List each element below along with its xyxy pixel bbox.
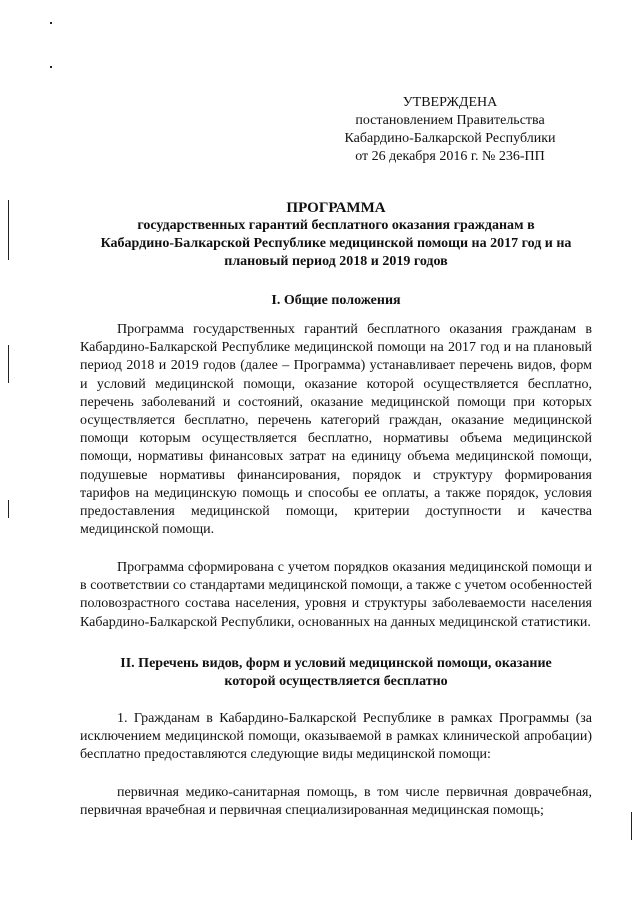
approval-block: [305, 94, 595, 166]
scan-mark: [50, 22, 52, 24]
program-subtitle-line1: государственных гарантий бесплатного оказания гражданам в: [137, 218, 535, 233]
program-subtitle-line3: плановый период 2018 и 2019 годов: [224, 254, 448, 269]
program-subtitle-line2: Кабардино-Балкарской Республике медицинской помощи на 2017 год и на: [100, 236, 572, 251]
approval-date: от 26 декабря 2016 г. № 236-ПП: [355, 149, 545, 164]
approval-authority: Кабардино-Балкарской Республики: [344, 131, 556, 146]
scan-mark: [631, 812, 632, 840]
section1-paragraph2: Программа сформирована с учетом порядков оказания медицинской помощи и в соответствии со стандартами медицинской помощи, а также с учетом особенностей половозрастного состава населения, уровня и структуры заболеваемости населения Кабардино-Балкарской Республики, основанных на данных медицинской статистики.: [80, 560, 592, 630]
approval-status: УТВЕРЖДЕНА: [402, 95, 498, 110]
section2-paragraph2: первичная медико-санитарная помощь, в том числе первичная доврачебная, первичная врачебная и первичная специализированная медицинская помощь;: [80, 785, 592, 819]
section2-heading: [80, 655, 592, 691]
section2-paragraph1: 1. Гражданам в Кабардино-Балкарской Республике в рамках Программы (за исключением медицинской помощи, оказываемой в рамках клинической апробации) бесплатно предоставляются следующие виды медицинской помощи:: [80, 711, 592, 763]
scan-mark: [50, 66, 52, 68]
scan-mark: [8, 345, 9, 383]
program-title-block: [80, 199, 592, 271]
section1-heading: I. Общие положения: [271, 293, 401, 308]
section2-heading-line1: II. Перечень видов, форм и условий медицинской помощи, оказание: [120, 656, 552, 671]
approval-by: постановлением Правительства: [355, 113, 545, 128]
scan-mark: [8, 500, 9, 518]
program-title: ПРОГРАММА: [286, 200, 386, 216]
section2-heading-line2: которой осуществляется бесплатно: [224, 674, 448, 689]
section1-paragraph1: Программа государственных гарантий бесплатного оказания гражданам в Кабардино-Балкарской Республике медицинской помощи на 2017 год и на плановый период 2018 и 2019 годов (далее – Программа) устанавливает перечень видов, форм и условий медицинской помощи, оказание которой осуществляется бесплатно, перечень заболеваний и состояний, оказание медицинской помощи при которых осуществляется бесплатно, перечень категорий граждан, оказание медицинской помощи которым осуществляется бесплатно, нормативы объема медицинской помощи, нормативы финансовых затрат на единицу объема медицинской помощи, подушевые нормативы финансирования, порядок и структуру формирования тарифов на медицинскую помощь и способы ее оплаты, а также порядок, условия предоставления медицинской помощи, критерии доступности и качества медицинской помощи.: [80, 322, 592, 538]
scan-mark: [8, 200, 9, 260]
